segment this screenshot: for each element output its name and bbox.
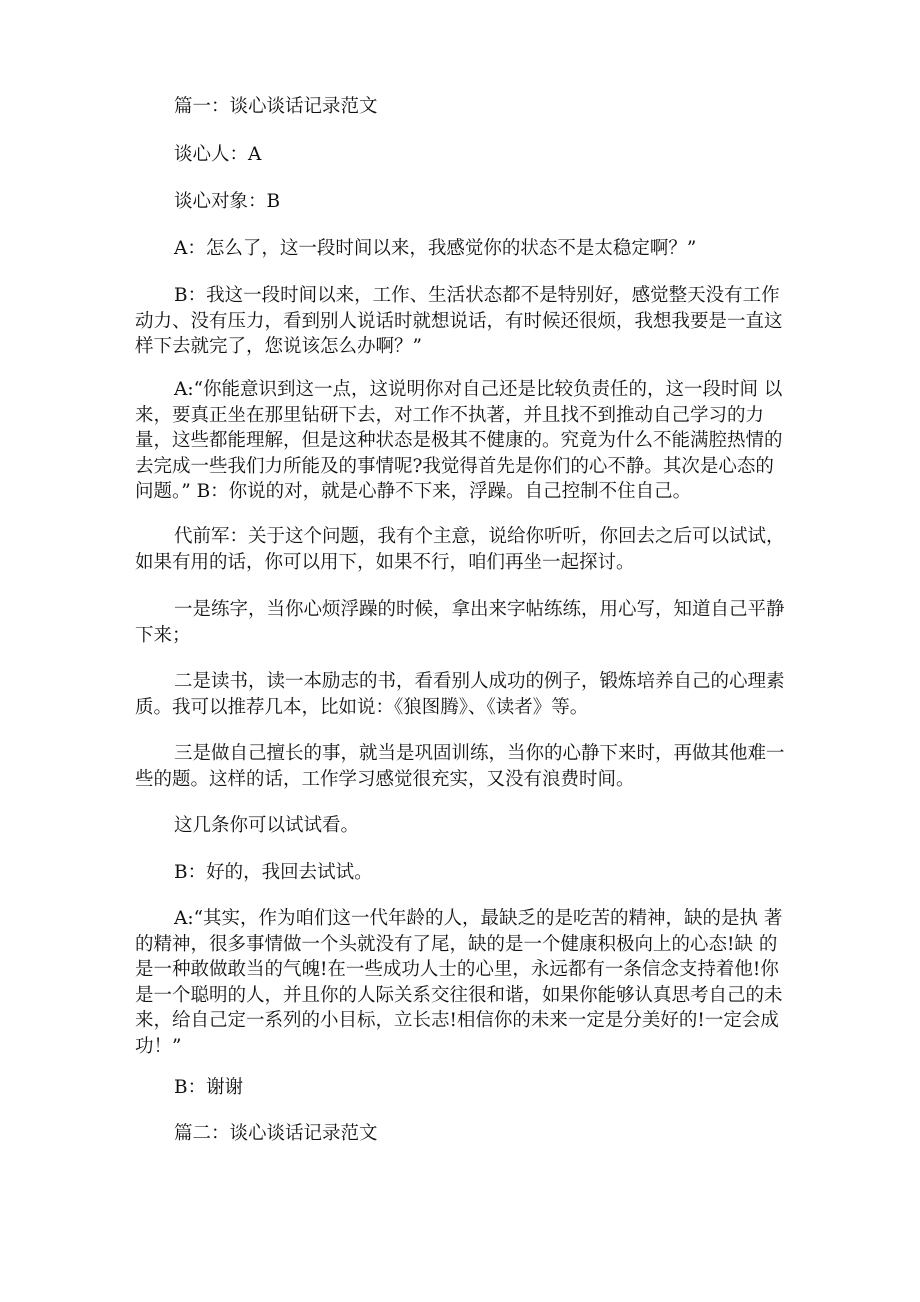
heading-part-two: 篇二：谈心谈话记录范文 — [174, 1123, 378, 1144]
dialogue-paragraph: B：我这一段时间以来，工作、生活状态都不是特别好，感觉整天没有工作动力、没有压力，看到别人说话时就想说话，有时候还很烦，我想我要是一直这样下去就完了，您说该怎么办啊？” — [135, 285, 783, 357]
heading-part-one: 篇一：谈心谈话记录范文 — [174, 96, 378, 117]
dialogue-paragraph: B：好的，我回去试试。 — [174, 862, 373, 883]
dialogue-paragraph: A:“你能意识到这一点，这说明你对自己还是比较负责任的，这一段时间 以来，要真正坐在那里钻研下去，对工作不执著，并且找不到推动自己学习的力 量，这些都能理解，但是这种状态是极其不健康的。究竟为什么不能满腔热情的 去完成一些我们力所能及的事情呢?我觉得首先是你们的心不静。其次是心态的 问题。” B：你说的对，就是心静不下来，浮躁。自己控制不住自己。 — [135, 379, 789, 502]
dialogue-paragraph: 代前军：关于这个问题，我有个主意，说给你听听，你回去之后可以试试，如果有用的话，你可以用下，如果不行，咱们再坐一起探讨。 — [135, 526, 785, 573]
suggestion-paragraph: 二是读书，读一本励志的书，看看别人成功的例子，锻炼培养自己的心理素质。我可以推荐几本，比如说：《狼图腾》、《读者》等。 — [135, 671, 785, 718]
talker-line: 谈心人：A — [174, 144, 262, 165]
dialogue-paragraph: A：怎么了，这一段时间以来，我感觉你的状态不是太稳定啊？” — [174, 238, 697, 259]
talk-target-line: 谈心对象：B — [174, 191, 281, 212]
dialogue-paragraph: 这几条你可以试试看。 — [174, 815, 360, 836]
dialogue-paragraph: A:“其实，作为咱们这一代年龄的人，最缺乏的是吃苦的精神，缺的是执 著的精神，很多事情做一个头就没有了尾，缺的是一个健康积极向上的心态!缺 的是一种敢做敢当的气魄!在一些成功人士的心里，永远都有一条信念支持着他!你是一个聪明的人，并且你的人际关系交往很和谐，如果你能够认真思考自己的未来，给自己定一系列的小目标，立长志!相信你的未来一定是分美好的!一定会成功！” — [135, 908, 783, 1057]
suggestion-paragraph: 三是做自己擅长的事，就当是巩固训练，当你的心静下来时，再做其他难一些的题。这样的话，工作学习感觉很充实，又没有浪费时间。 — [135, 743, 785, 790]
suggestion-paragraph: 一是练字，当你心烦浮躁的时候，拿出来字帖练练，用心写，知道自己平静下来； — [135, 599, 785, 646]
dialogue-paragraph: B：谢谢 — [174, 1077, 244, 1098]
